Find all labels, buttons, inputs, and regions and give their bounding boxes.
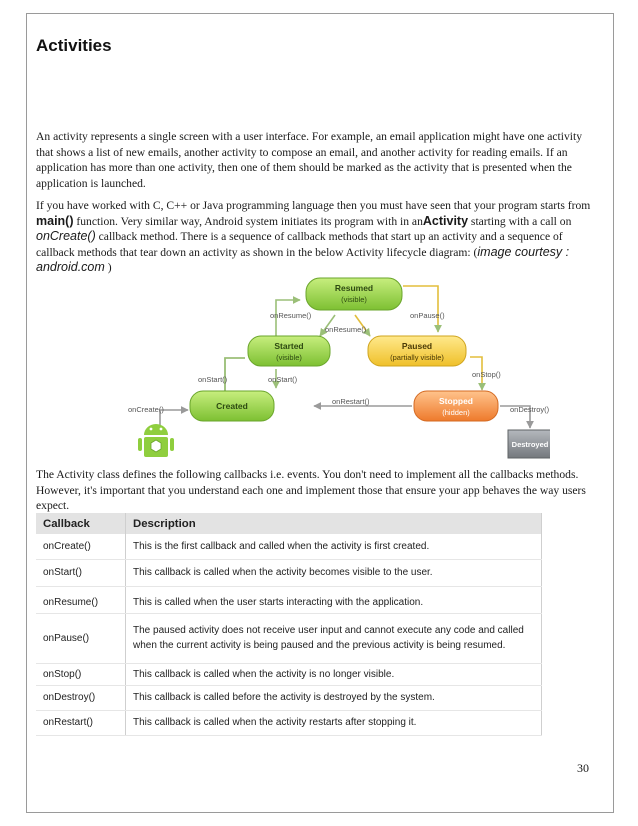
label-onpause: onPause(): [410, 311, 445, 320]
state-resumed: [306, 278, 402, 310]
android-robot-icon: [138, 424, 174, 457]
table-row: [36, 534, 542, 559]
header-description: Description: [126, 513, 542, 534]
callback-description: This is the first callback and called when the activity is first created.: [126, 534, 542, 559]
callback-name: onDestroy(): [36, 685, 126, 710]
state-destroyed: [508, 430, 550, 458]
callback-description: This callback is called when the activity restarts after stopping it.: [126, 710, 542, 735]
oncreate-method-name: onCreate(): [36, 229, 96, 244]
state-stopped: [414, 391, 498, 421]
header-callback: Callback: [36, 513, 126, 534]
callbacks-table: [36, 513, 542, 736]
state-resumed-sub: (visible): [341, 295, 367, 304]
callbacks-intro-paragraph: The Activity class defines the following callbacks i.e. events. You don't need to implement all the callbacks methods. However, it's important that you understand each one and implement those that ensure your app behaves the way users expect.: [36, 468, 586, 513]
callback-description: This is called when the user starts interacting with the application.: [126, 586, 542, 613]
page-number: 30: [577, 761, 589, 775]
callback-description: This callback is called when the activity is no longer visible.: [126, 663, 542, 685]
table-row: [36, 710, 542, 735]
table-row: [36, 663, 542, 685]
text-run: callback method. There is a sequence of callback methods that start up an activity and a sequence of callback methods that tear down an activity as shown in the below Activity lifecycle diagram: (: [36, 230, 563, 259]
state-started-sub: (visible): [276, 353, 302, 362]
callback-description: The paused activity does not receive user input and cannot execute any code and called when the current activity is being paused and the previous activity is being resumed.: [126, 613, 542, 663]
label-ondestroy: onDestroy(): [510, 405, 550, 414]
state-started-label: Started: [274, 341, 304, 351]
table-row: [36, 559, 542, 586]
text-run: function. Very similar way, Android system initiates its program with in an: [73, 214, 423, 228]
callback-name: onStart(): [36, 559, 126, 586]
state-started: [248, 336, 330, 366]
state-paused-sub: (partially visible): [390, 353, 444, 362]
state-created: [190, 391, 274, 421]
callback-name: onPause(): [36, 613, 126, 663]
text-run: If you have worked with C, C++ or Java programming language then you must have seen that your program starts from: [36, 199, 591, 212]
callback-description: This callback is called before the activity is destroyed by the system.: [126, 685, 542, 710]
activity-term: Activity: [422, 213, 469, 228]
state-stopped-label: Stopped: [439, 396, 473, 406]
main-function-name: main(): [36, 213, 74, 228]
text-run: ): [104, 261, 112, 275]
state-paused-label: Paused: [401, 341, 433, 351]
lifecycle-paragraph: [36, 198, 596, 276]
label-onresume-1: onResume(): [270, 311, 312, 320]
callback-name: onCreate(): [36, 534, 126, 559]
intro-paragraph: An activity represents a single screen with a user interface. For example, an email application might have one activity that shows a list of new emails, another activity to compose an email, and another activity for reading emails. If an application has more than one activity, then one of them should be marked as the activity that is presented when the application is launched.: [36, 130, 582, 190]
label-oncreate: onCreate(): [128, 405, 164, 414]
label-onstart: onStart(): [198, 375, 228, 384]
state-destroyed-label: Destroyed: [511, 440, 549, 449]
state-paused: [368, 336, 466, 366]
callback-description: This callback is called when the activity becomes visible to the user.: [126, 559, 542, 586]
callback-name: onRestart(): [36, 710, 126, 735]
state-created-label: Created: [216, 401, 248, 411]
table-row: [36, 685, 542, 710]
callback-name: onResume(): [36, 586, 126, 613]
table-header-row: [36, 513, 542, 534]
label-onstop: onStop(): [472, 370, 501, 379]
activity-lifecycle-diagram: [120, 270, 550, 465]
image-courtesy: image courtesy : android.com: [36, 244, 570, 275]
label-onrestart: onRestart(): [332, 397, 370, 406]
callback-name: onStop(): [36, 663, 126, 685]
label-onresume-2: onResume(): [325, 325, 367, 334]
state-stopped-sub: (hidden): [442, 408, 470, 417]
state-resumed-label: Resumed: [334, 283, 374, 293]
table-row: [36, 586, 542, 613]
label-onstart-2: onStart(): [268, 375, 298, 384]
page-title: Activities: [36, 36, 112, 55]
table-row: [36, 613, 542, 663]
text-run: starting with a call on: [468, 214, 572, 228]
